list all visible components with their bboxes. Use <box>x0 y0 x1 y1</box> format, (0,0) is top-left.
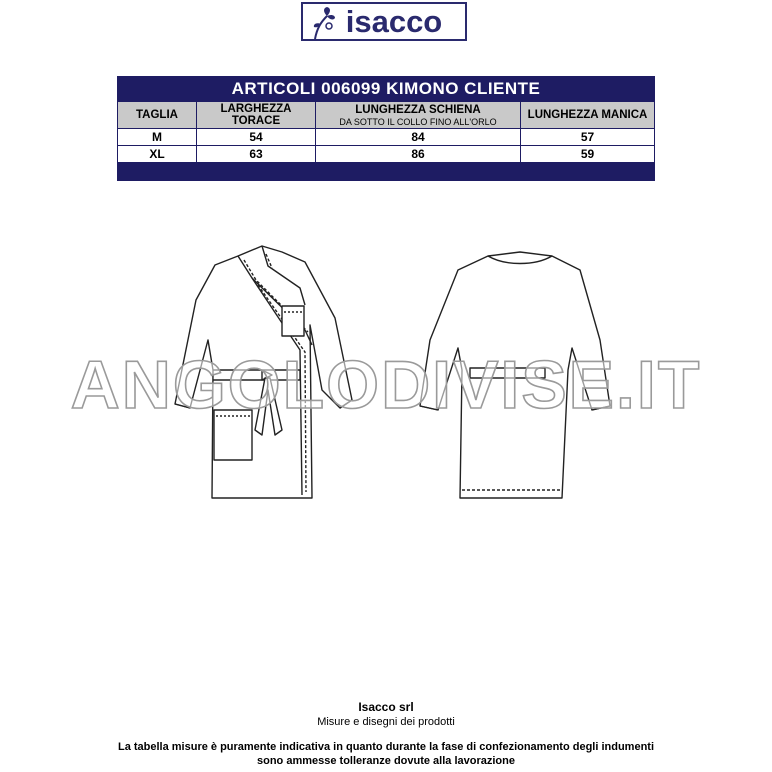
header-chest: LARGHEZZA TORACE <box>197 102 316 129</box>
subtitle: Misure e disegni dei prodotti <box>317 716 455 728</box>
disclaimer-line: sono ammesse tolleranze dovute alla lavorazione <box>257 755 515 767</box>
header-size: TAGLIA <box>118 102 197 129</box>
disclaimer <box>100 740 672 768</box>
cell-chest: 54 <box>197 129 316 146</box>
size-table <box>117 76 655 181</box>
brand-logo <box>301 2 467 41</box>
cell-sleeve: 57 <box>521 129 655 146</box>
cell-back: 84 <box>316 129 521 146</box>
company-name: Isacco srl <box>358 700 414 714</box>
cell-size: M <box>118 129 197 146</box>
table-row <box>118 146 655 163</box>
garment-drawings <box>0 230 772 530</box>
cell-size: XL <box>118 146 197 163</box>
cell-sleeve: 59 <box>521 146 655 163</box>
header-back-label: LUNGHEZZA SCHIENA <box>355 103 481 116</box>
cell-back: 86 <box>316 146 521 163</box>
table-title: ARTICOLI 006099 KIMONO CLIENTE <box>118 77 655 102</box>
header-sleeve: LUNGHEZZA MANICA <box>521 102 655 129</box>
watermark: ANGOLODIVISE.IT <box>70 347 702 423</box>
table-footer-band <box>118 163 655 181</box>
disclaimer-line: La tabella misure è puramente indicativa in quanto durante la fase di confezionamento degli indumenti <box>117 741 655 753</box>
cell-chest: 63 <box>197 146 316 163</box>
header-back-note: DA SOTTO IL COLLO FINO ALL'ORLO <box>339 116 497 127</box>
table-header-row <box>118 102 655 129</box>
table-row <box>118 129 655 146</box>
header-back <box>316 102 521 129</box>
brand-name: isacco <box>345 3 443 39</box>
